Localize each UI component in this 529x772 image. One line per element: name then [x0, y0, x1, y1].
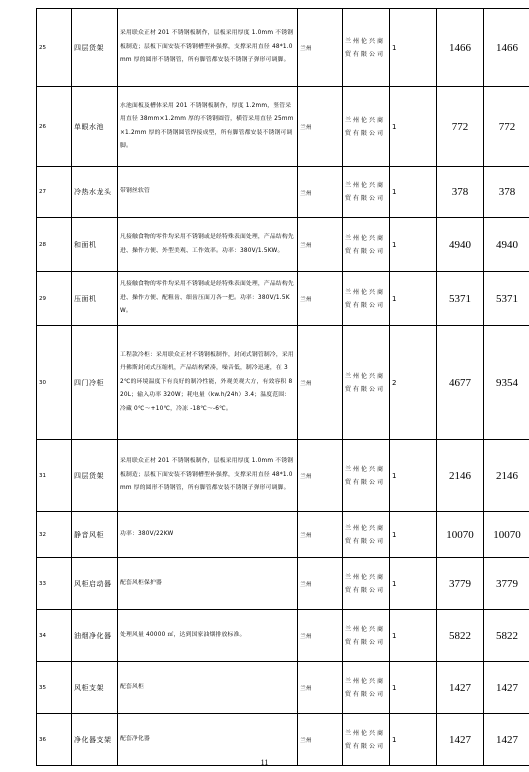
item-spec: 凡接触食物的零件均采用不锈钢或是经特殊表面处理，产品结构先进、操作方便、配粗齿、细齿压面刀各一把。功率：380V/1.5KW。 — [118, 272, 298, 326]
item-spec: 采用联众正材 201 不锈钢板制作，层板采用厚度 1.0mm 不锈钢板制造；层板下面安装不锈钢槽型补强撑，支撑采用直径 48*1.0mm 厚的圆形不锈钢管，所有脚管都安装不锈钢子弹形可调脚。 — [118, 440, 298, 512]
item-unit-price: 10070 — [437, 512, 484, 558]
item-quantity: 1 — [390, 512, 437, 558]
row-number: 28 — [37, 218, 72, 272]
item-total: 4940 — [484, 218, 529, 272]
row-number: 27 — [37, 167, 72, 218]
item-quantity: 2 — [390, 326, 437, 440]
table-row — [37, 272, 529, 326]
item-unit-price: 378 — [437, 167, 484, 218]
item-origin: 兰州 — [298, 272, 343, 326]
item-quantity: 1 — [390, 9, 437, 87]
item-origin: 兰州 — [298, 558, 343, 610]
item-unit-price: 1427 — [437, 662, 484, 714]
page-number: 11 — [260, 758, 269, 767]
item-unit-price: 2146 — [437, 440, 484, 512]
item-total: 2146 — [484, 440, 529, 512]
item-total: 1466 — [484, 9, 529, 87]
item-total: 1427 — [484, 714, 529, 766]
item-name: 风柜启动器 — [72, 558, 118, 610]
item-origin: 兰州 — [298, 512, 343, 558]
item-name: 四层货架 — [72, 9, 118, 87]
table-row — [37, 326, 529, 440]
item-name: 四门冷柜 — [72, 326, 118, 440]
table-row — [37, 610, 529, 662]
item-name: 静音风柜 — [72, 512, 118, 558]
item-vendor: 兰州伦兴商贸有限公司 — [343, 87, 390, 167]
item-quantity: 1 — [390, 218, 437, 272]
item-unit-price: 1427 — [437, 714, 484, 766]
row-number: 31 — [37, 440, 72, 512]
item-vendor: 兰州伦兴商贸有限公司 — [343, 167, 390, 218]
item-vendor: 兰州伦兴商贸有限公司 — [343, 272, 390, 326]
item-origin: 兰州 — [298, 87, 343, 167]
item-name: 四层货架 — [72, 440, 118, 512]
item-quantity: 1 — [390, 272, 437, 326]
table-row — [37, 167, 529, 218]
item-origin: 兰州 — [298, 714, 343, 766]
item-quantity: 1 — [390, 714, 437, 766]
table-row — [37, 440, 529, 512]
item-origin: 兰州 — [298, 326, 343, 440]
item-spec: 功率：380V/22KW — [118, 512, 298, 558]
item-unit-price: 4677 — [437, 326, 484, 440]
item-unit-price: 5822 — [437, 610, 484, 662]
item-origin: 兰州 — [298, 440, 343, 512]
item-origin: 兰州 — [298, 218, 343, 272]
item-total: 10070 — [484, 512, 529, 558]
item-spec: 带钢丝软管 — [118, 167, 298, 218]
item-spec: 凡接触食物的零件均采用不锈钢或是经特殊表面处理，产品结构先进、操作方便、外型美观、工作效率。功率：380V/1.5KW。 — [118, 218, 298, 272]
item-name: 和面机 — [72, 218, 118, 272]
item-vendor: 兰州伦兴商贸有限公司 — [343, 610, 390, 662]
item-vendor: 兰州伦兴商贸有限公司 — [343, 440, 390, 512]
table-row — [37, 662, 529, 714]
item-unit-price: 4940 — [437, 218, 484, 272]
item-quantity: 1 — [390, 167, 437, 218]
item-vendor: 兰州伦兴商贸有限公司 — [343, 326, 390, 440]
item-quantity: 1 — [390, 558, 437, 610]
item-total: 772 — [484, 87, 529, 167]
item-total: 3779 — [484, 558, 529, 610]
item-vendor: 兰州伦兴商贸有限公司 — [343, 218, 390, 272]
table-row — [37, 218, 529, 272]
row-number: 25 — [37, 9, 72, 87]
item-vendor: 兰州伦兴商贸有限公司 — [343, 9, 390, 87]
table-row — [37, 87, 529, 167]
row-number: 32 — [37, 512, 72, 558]
row-number: 26 — [37, 87, 72, 167]
item-spec: 工程款冷柜：采用联众正材不锈钢板制作，封闭式钢管制冷，采用丹佛斯封闭式压缩机，产品结构紧凑，噪音低，制冷迅速，在 32℃的环境温度下有良好的制冷性能，外观美观大方，有效容积 820L；输入功率 320W；耗电量（kw.h/24h）3.4；温度范围：冷藏 0℃～+10℃，冷冻 -18℃～-6℃。 — [118, 326, 298, 440]
item-spec: 水池面板及槽体采用 201 不锈钢板制作，厚度 1.2mm，竖管采用直径 38mm×1.2mm 厚的不锈钢圆管，横管采用直径 25mm×1.2mm 厚的不锈钢圆管焊接成型，所有脚管都安装不锈钢可调脚。 — [118, 87, 298, 167]
item-total: 9354 — [484, 326, 529, 440]
item-vendor: 兰州伦兴商贸有限公司 — [343, 714, 390, 766]
item-origin: 兰州 — [298, 662, 343, 714]
item-name: 风柜支架 — [72, 662, 118, 714]
item-vendor: 兰州伦兴商贸有限公司 — [343, 558, 390, 610]
item-total: 5822 — [484, 610, 529, 662]
row-number: 30 — [37, 326, 72, 440]
item-origin: 兰州 — [298, 167, 343, 218]
item-spec: 配套风柜保护器 — [118, 558, 298, 610]
item-name: 冷热水龙头 — [72, 167, 118, 218]
item-unit-price: 772 — [437, 87, 484, 167]
row-number: 35 — [37, 662, 72, 714]
item-spec: 配套净化器 — [118, 714, 298, 766]
item-origin: 兰州 — [298, 9, 343, 87]
table-row — [37, 512, 529, 558]
item-quantity: 1 — [390, 440, 437, 512]
item-unit-price: 5371 — [437, 272, 484, 326]
item-total: 1427 — [484, 662, 529, 714]
item-vendor: 兰州伦兴商贸有限公司 — [343, 662, 390, 714]
table-body — [37, 9, 529, 766]
item-name: 油烟净化器 — [72, 610, 118, 662]
item-name: 净化器支架 — [72, 714, 118, 766]
equipment-table — [36, 8, 529, 766]
item-quantity: 1 — [390, 662, 437, 714]
table-row — [37, 558, 529, 610]
row-number: 36 — [37, 714, 72, 766]
item-spec: 处理风量 40000 ㎡，达到国家油烟排放标准。 — [118, 610, 298, 662]
item-unit-price: 1466 — [437, 9, 484, 87]
item-spec: 采用联众正材 201 不锈钢板制作，层板采用厚度 1.0mm 不锈钢板制造；层板下面安装不锈钢槽型补强撑，支撑采用直径 48*1.0mm 厚的圆形不锈钢管，所有脚管都安装不锈钢子弹形可调脚。 — [118, 9, 298, 87]
row-number: 34 — [37, 610, 72, 662]
item-name: 单眼水池 — [72, 87, 118, 167]
row-number: 33 — [37, 558, 72, 610]
row-number: 29 — [37, 272, 72, 326]
item-quantity: 1 — [390, 610, 437, 662]
item-name: 压面机 — [72, 272, 118, 326]
item-vendor: 兰州伦兴商贸有限公司 — [343, 512, 390, 558]
item-total: 5371 — [484, 272, 529, 326]
item-unit-price: 3779 — [437, 558, 484, 610]
item-total: 378 — [484, 167, 529, 218]
item-quantity: 1 — [390, 87, 437, 167]
item-origin: 兰州 — [298, 610, 343, 662]
table-row — [37, 9, 529, 87]
item-spec: 配套风柜 — [118, 662, 298, 714]
